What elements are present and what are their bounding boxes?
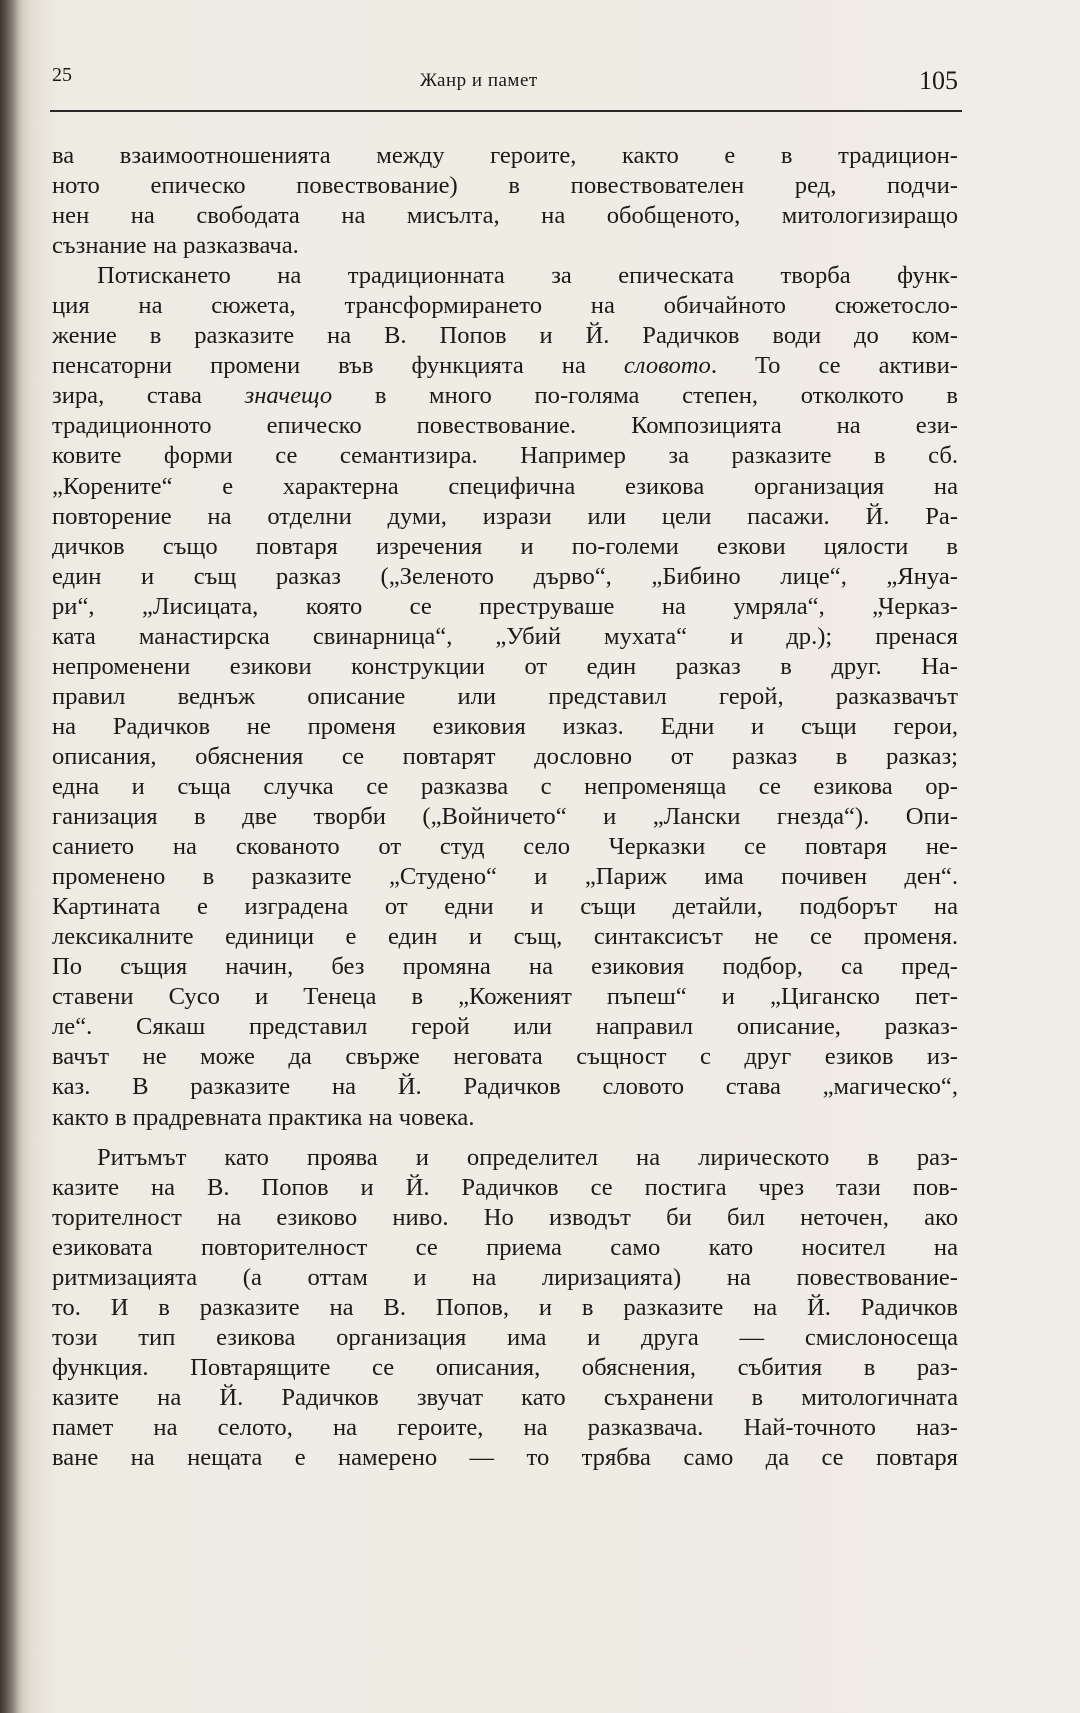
text-line-with-italic — [52, 381, 958, 411]
binding-gutter-shadow — [0, 0, 22, 1713]
text-line: памет на селото, на героите, на разказвача. Най-точното наз- — [52, 1413, 958, 1441]
text-line: повторение на отделни думи, изрази или цели пасажи. Й. Ра- — [52, 502, 958, 530]
signature-mark: 25 — [52, 64, 72, 86]
text-line: традиционното епическо повествование. Композицията на ези- — [52, 412, 958, 440]
text-line: променено в разказите „Студено“ и „Париж има почивен ден“. — [52, 863, 958, 891]
text-line: ставени Сусо и Тенеца в „Коженият пъпеш“ и „Циганско пет- — [52, 983, 958, 1011]
text-line: на Радичков не променя езиковия изказ. Едни и същи герои, — [52, 712, 958, 740]
text-line: правил веднъж описание или представил герой, разказвачът — [52, 682, 958, 710]
text-line: ното епическо повествование) в повествователен ред, подчи- — [52, 172, 958, 200]
italic-word: значещо — [244, 382, 333, 410]
page-header — [52, 58, 958, 106]
text-segment: в много по-голяма степен, отколкото в — [332, 382, 958, 410]
text-line: една и съща случка се разказва с непроменяща се езикова ор- — [52, 772, 958, 800]
text-line: казите на Й. Радичков звучат като съхранени в митологичната — [52, 1383, 958, 1411]
text-line: ри“, „Лисицата, която се преструваше на умряла“, „Черказ- — [52, 592, 958, 620]
text-line: ва взаимоотношенията между героите, както е в традицион- — [52, 142, 958, 169]
paragraph-gap — [52, 1133, 958, 1143]
text-line: нен на свободата на мисълта, на обобщеното, митологизиращо — [52, 202, 958, 230]
text-segment: зира, става — [52, 382, 245, 410]
text-line: вачът не може да свърже неговата същност с друг езиков из- — [52, 1043, 958, 1071]
text-line: По същия начин, без промяна на езиковия подбор, са пред- — [52, 953, 958, 981]
text-line: Картината е изградена от едни и същи детайли, подборът на — [52, 893, 958, 921]
text-line: дичков също повтаря изречения и по-големи езкови цялости в — [52, 532, 958, 560]
text-line: жение в разказите на В. Попов и Й. Радичков води до ком- — [52, 322, 958, 350]
text-line: езиковата повторителност се приема само като носител на — [52, 1233, 958, 1261]
text-line: ване на нещата е намерено — то трябва само да се повтаря — [52, 1444, 958, 1472]
text-line-with-italic — [52, 351, 958, 381]
text-line: ката манастирска свинарница“, „Убий мухата“ и др.); пренася — [52, 622, 958, 650]
text-line: „Корените“ е характерна специфична езикова организация на — [52, 472, 958, 500]
text-line: непроменени езикови конструкции от един разказ в друг. На- — [52, 652, 958, 680]
text-line: каз. В разказите на Й. Радичков словото става „магическо“, — [52, 1073, 958, 1101]
header-rule — [50, 110, 962, 112]
text-line: този тип езикова организация има и друга — смислоносеща — [52, 1323, 958, 1351]
text-line: ганизация в две творби („Войничето“ и „Лански гнезда“). Опи- — [52, 803, 958, 831]
text-line: Потискането на традиционната за епическата творба функ- — [97, 262, 958, 290]
text-line: функция. Повтарящите се описания, обяснения, събития в раз- — [52, 1353, 958, 1381]
text-line: ковите форми се семантизира. Например за разказите в сб. — [52, 442, 958, 470]
italic-word: словото — [623, 352, 711, 380]
text-line: то. И в разказите на В. Попов, и в разказите на Й. Радичков — [52, 1293, 958, 1321]
text-line: ция на сюжета, трансформирането на обичайното сюжетосло- — [52, 292, 958, 320]
text-line: лексикалните единици е един и същ, синтаксисът не се променя. — [52, 923, 958, 951]
body-text — [52, 141, 958, 1473]
text-line: описания, обяснения се повтарят дословно от разказ в разказ; — [52, 742, 958, 770]
text-line: торителност на езиково ниво. Но изводът би бил неточен, ако — [52, 1203, 958, 1231]
text-line: ле“. Сякаш представил герой или направил описание, разказ- — [52, 1013, 958, 1041]
text-line: съзнание на разказвача. — [52, 232, 299, 260]
text-line: санието на скованото от студ село Черказки се повтаря не- — [52, 833, 958, 861]
text-line: Ритъмът като проява и определител на лирическото в раз- — [97, 1143, 958, 1171]
text-segment: . То се активи- — [710, 352, 958, 380]
text-line: един и същ разказ („Зеленото дърво“, „Бибино лице“, „Януа- — [52, 562, 958, 590]
running-title: Жанр и памет — [420, 70, 538, 91]
text-segment: пенсаторни промени във функцията на — [52, 352, 624, 380]
text-line: ритмизацията (а оттам и на лиризацията) на повествование- — [52, 1263, 958, 1291]
text-line: както в прадревната практика на човека. — [52, 1103, 475, 1131]
page-number: 105 — [919, 66, 958, 95]
text-line: казите на В. Попов и Й. Радичков се постига чрез тази пов- — [52, 1173, 958, 1201]
